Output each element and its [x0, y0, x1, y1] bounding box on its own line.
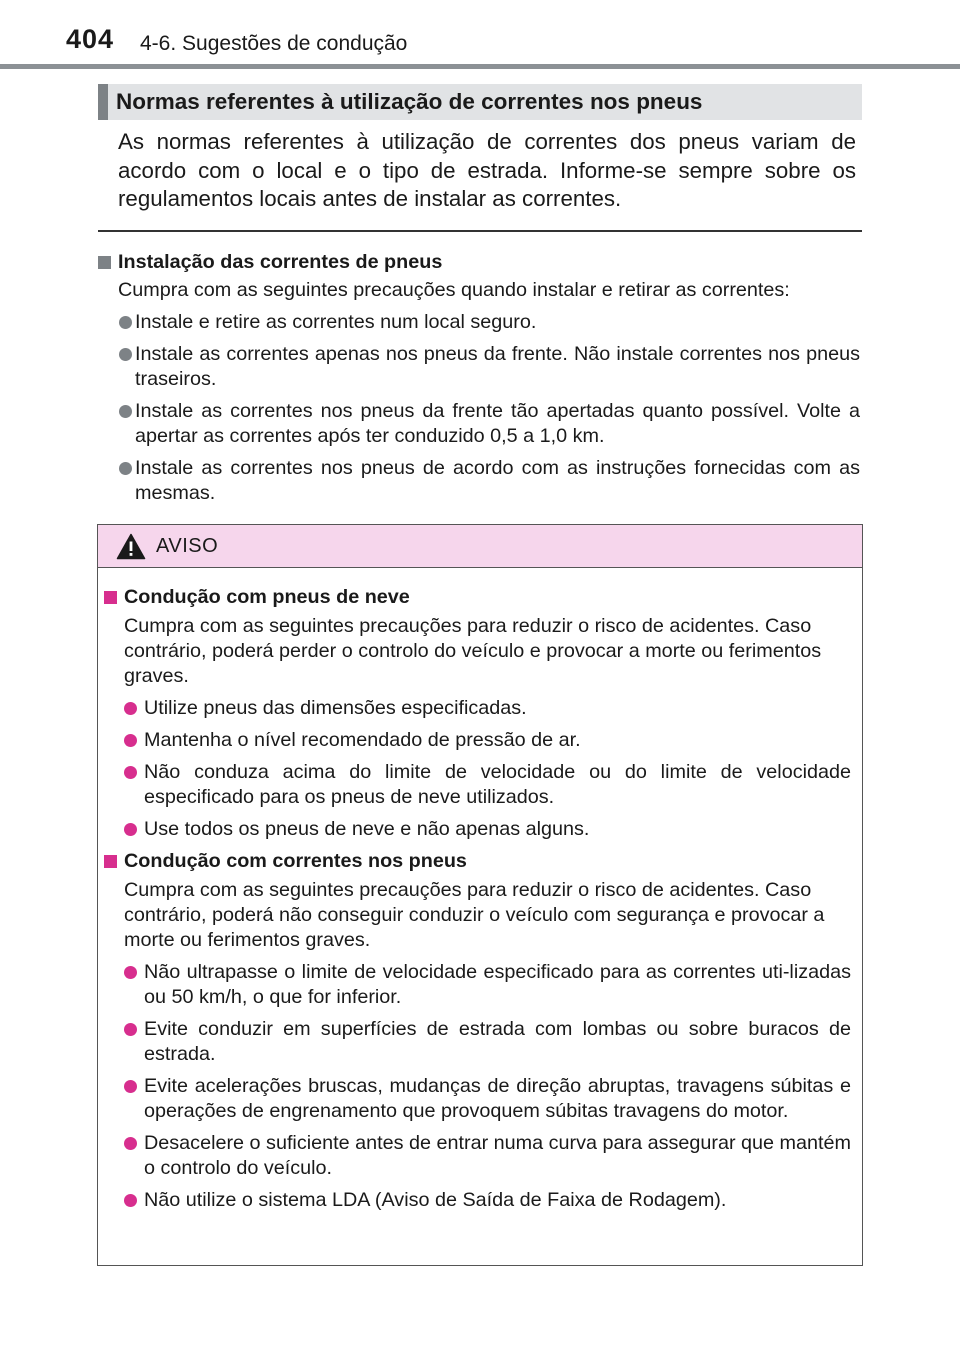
title-bar-accent — [98, 84, 108, 120]
round-bullet-icon — [124, 734, 137, 747]
chains-lead: Cumpra com as seguintes precauções para reduzir o risco de acidentes. Caso contrário, poderá não conseguir conduzir o veículo com segurança e provocar a morte ou ferimentos graves. — [124, 879, 825, 951]
warning-body — [98, 585, 861, 1220]
round-bullet-icon — [124, 966, 137, 979]
round-bullet-icon — [124, 1137, 137, 1150]
main-title-bar — [98, 84, 862, 120]
list-item-text: Instale as correntes nos pneus de acordo com as instruções fornecidas com as mesmas. — [135, 457, 860, 504]
section-divider — [98, 230, 862, 232]
list-item — [104, 760, 851, 810]
list-item — [98, 342, 862, 392]
list-item — [104, 1074, 851, 1124]
round-bullet-icon — [119, 348, 132, 361]
page-header — [0, 0, 960, 70]
chains-heading-text: Condução com correntes nos pneus — [124, 850, 467, 872]
installation-heading-text: Instalação das correntes de pneus — [118, 251, 443, 273]
list-item — [104, 728, 851, 753]
list-item-text: Utilize pneus das dimensões especificadas. — [144, 697, 527, 719]
round-bullet-icon — [124, 766, 137, 779]
snow-tires-lead: Cumpra com as seguintes precauções para reduzir o risco de acidentes. Caso contrário, poderá perder o controlo do veículo e provocar a morte ou ferimentos graves. — [124, 615, 822, 687]
warning-box — [97, 524, 863, 1266]
installation-heading — [98, 250, 862, 275]
list-item — [104, 696, 851, 721]
snow-tires-bullets — [104, 696, 851, 842]
page-number: 404 — [66, 24, 115, 54]
list-item — [104, 1188, 851, 1213]
round-bullet-icon — [124, 823, 137, 836]
round-bullet-icon — [119, 462, 132, 475]
list-item — [104, 960, 851, 1010]
list-item — [104, 1017, 851, 1067]
list-item — [98, 456, 862, 506]
warning-label: AVISO — [156, 535, 219, 557]
round-bullet-icon — [124, 1080, 137, 1093]
round-bullet-icon — [124, 702, 137, 715]
square-bullet-icon — [98, 256, 111, 269]
chains-bullets — [104, 960, 851, 1213]
square-bullet-icon — [104, 591, 117, 604]
list-item-text: Não conduza acima do limite de velocidade ou do limite de velocidade especificado para os pneus de neve utilizados. — [144, 761, 851, 808]
list-item — [104, 817, 851, 842]
round-bullet-icon — [124, 1194, 137, 1207]
header-rule — [0, 64, 960, 69]
warning-header — [98, 525, 862, 568]
list-item — [104, 1131, 851, 1181]
list-item-text: Instale e retire as correntes num local seguro. — [135, 311, 537, 333]
round-bullet-icon — [124, 1023, 137, 1036]
list-item-text: Mantenha o nível recomendado de pressão de ar. — [144, 729, 581, 751]
square-bullet-icon — [104, 855, 117, 868]
round-bullet-icon — [119, 405, 132, 418]
list-item — [98, 310, 862, 335]
main-title: Normas referentes à utilização de correntes nos pneus — [116, 89, 703, 114]
list-item-text: Evite conduzir em superfícies de estrada com lombas ou sobre buracos de estrada. — [144, 1018, 851, 1065]
list-item-text: Instale as correntes apenas nos pneus da frente. Não instale correntes nos pneus traseiros. — [135, 343, 860, 390]
intro-paragraph: As normas referentes à utilização de correntes dos pneus variam de acordo com o local e o tipo de estrada. Informe-se sempre sobre os regulamentos locais antes de instalar as correntes. — [118, 129, 856, 211]
snow-tires-heading — [104, 585, 851, 610]
installation-lead: Cumpra com as seguintes precauções quando instalar e retirar as correntes: — [118, 279, 790, 301]
chains-heading — [104, 849, 851, 874]
section-title: 4-6. Sugestões de condução — [140, 32, 408, 55]
warning-triangle-icon — [116, 533, 146, 560]
list-item — [98, 399, 862, 449]
list-item-text: Evite acelerações bruscas, mudanças de direção abruptas, travagens súbitas e operações de engrenamento que provoquem súbitas travagens do motor. — [144, 1075, 851, 1122]
list-item-text: Desacelere o suficiente antes de entrar numa curva para assegurar que mantém o controlo do veículo. — [144, 1132, 852, 1179]
snow-tires-heading-text: Condução com pneus de neve — [124, 586, 410, 608]
round-bullet-icon — [119, 316, 132, 329]
list-item-text: Não ultrapasse o limite de velocidade especificado para as correntes uti-lizadas ou 50 km/h, o que for inferior. — [144, 961, 851, 1008]
list-item-text: Não utilize o sistema LDA (Aviso de Saída de Faixa de Rodagem). — [144, 1189, 727, 1211]
installation-section — [98, 250, 862, 513]
installation-bullets — [98, 310, 862, 506]
list-item-text: Use todos os pneus de neve e não apenas alguns. — [144, 818, 590, 840]
list-item-text: Instale as correntes nos pneus da frente tão apertadas quanto possível. Volte a apertar as correntes após ter conduzido 0,5 a 1,0 km. — [135, 400, 860, 447]
